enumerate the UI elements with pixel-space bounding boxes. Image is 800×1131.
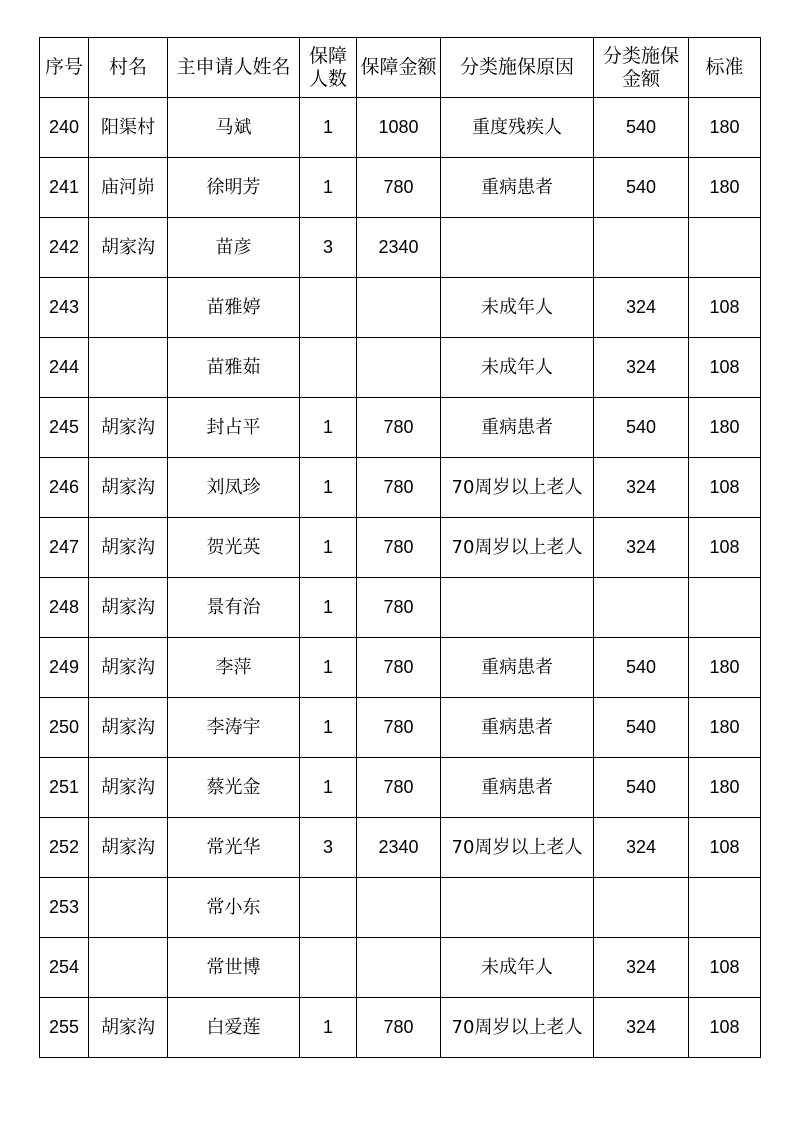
cell-applicant: 苗彦 [168,218,300,278]
cell-reason: 重病患者 [441,158,594,218]
cell-amount [357,278,441,338]
cell-reason: 重度残疾人 [441,98,594,158]
cell-class-amount: 540 [594,158,689,218]
cell-amount [357,878,441,938]
cell-reason: 重病患者 [441,758,594,818]
cell-persons: 3 [300,818,357,878]
cell-applicant: 李萍 [168,638,300,698]
cell-applicant: 常光华 [168,818,300,878]
cell-persons [300,278,357,338]
cell-reason [441,218,594,278]
cell-amount: 2340 [357,818,441,878]
cell-standard: 108 [689,458,761,518]
header-reason: 分类施保原因 [441,38,594,98]
cell-village: 胡家沟 [89,758,168,818]
header-row [40,38,761,98]
cell-amount: 780 [357,458,441,518]
cell-seq: 245 [40,398,89,458]
cell-persons: 1 [300,398,357,458]
cell-applicant: 苗雅茹 [168,338,300,398]
cell-seq: 246 [40,458,89,518]
cell-village: 胡家沟 [89,998,168,1058]
cell-persons: 3 [300,218,357,278]
cell-standard: 180 [689,98,761,158]
cell-applicant: 贺光英 [168,518,300,578]
cell-persons [300,878,357,938]
table-row [40,698,761,758]
cell-village: 胡家沟 [89,638,168,698]
table-row [40,878,761,938]
cell-standard: 180 [689,698,761,758]
cell-class-amount: 324 [594,458,689,518]
cell-village [89,938,168,998]
cell-standard: 108 [689,518,761,578]
cell-amount: 1080 [357,98,441,158]
cell-applicant: 封占平 [168,398,300,458]
cell-seq: 247 [40,518,89,578]
cell-reason: 重病患者 [441,638,594,698]
cell-amount: 780 [357,578,441,638]
cell-seq: 244 [40,338,89,398]
table-row [40,158,761,218]
cell-reason: 重病患者 [441,398,594,458]
cell-village: 庙河峁 [89,158,168,218]
table-row [40,998,761,1058]
cell-standard: 108 [689,818,761,878]
cell-reason: 未成年人 [441,338,594,398]
cell-standard: 180 [689,398,761,458]
cell-class-amount: 324 [594,278,689,338]
cell-applicant: 常小东 [168,878,300,938]
cell-seq: 255 [40,998,89,1058]
cell-village: 胡家沟 [89,818,168,878]
cell-seq: 242 [40,218,89,278]
cell-amount: 780 [357,638,441,698]
cell-village [89,338,168,398]
cell-reason [441,578,594,638]
cell-applicant: 苗雅婷 [168,278,300,338]
cell-village: 胡家沟 [89,398,168,458]
cell-village [89,878,168,938]
table-row [40,458,761,518]
cell-seq: 241 [40,158,89,218]
cell-applicant: 徐明芳 [168,158,300,218]
cell-seq: 249 [40,638,89,698]
cell-amount [357,938,441,998]
cell-standard [689,878,761,938]
header-standard: 标准 [689,38,761,98]
header-persons: 保障人数 [300,38,357,98]
cell-standard: 180 [689,638,761,698]
cell-standard [689,578,761,638]
table-row [40,218,761,278]
cell-reason: 未成年人 [441,278,594,338]
cell-class-amount: 324 [594,998,689,1058]
header-amount: 保障金额 [357,38,441,98]
header-seq: 序号 [40,38,89,98]
cell-standard: 108 [689,938,761,998]
cell-persons: 1 [300,998,357,1058]
cell-persons: 1 [300,578,357,638]
table-row [40,278,761,338]
cell-village [89,278,168,338]
cell-persons: 1 [300,458,357,518]
cell-persons: 1 [300,158,357,218]
cell-seq: 240 [40,98,89,158]
cell-applicant: 景有治 [168,578,300,638]
cell-reason: 重病患者 [441,698,594,758]
cell-applicant: 白爱莲 [168,998,300,1058]
cell-applicant: 刘凤珍 [168,458,300,518]
cell-amount: 780 [357,758,441,818]
cell-persons [300,338,357,398]
cell-persons: 1 [300,98,357,158]
cell-village: 胡家沟 [89,518,168,578]
cell-amount: 780 [357,158,441,218]
cell-village: 阳渠村 [89,98,168,158]
cell-applicant: 常世博 [168,938,300,998]
cell-class-amount [594,878,689,938]
cell-class-amount [594,578,689,638]
cell-amount: 2340 [357,218,441,278]
cell-standard: 180 [689,758,761,818]
cell-standard: 108 [689,998,761,1058]
cell-amount: 780 [357,998,441,1058]
cell-reason: 未成年人 [441,938,594,998]
cell-persons [300,938,357,998]
cell-reason: 70周岁以上老人 [441,518,594,578]
cell-class-amount: 540 [594,638,689,698]
cell-class-amount: 540 [594,698,689,758]
cell-applicant: 马斌 [168,98,300,158]
cell-class-amount: 540 [594,758,689,818]
cell-class-amount: 540 [594,398,689,458]
table-row [40,638,761,698]
table-body [40,98,761,1058]
table-row [40,938,761,998]
cell-class-amount: 324 [594,938,689,998]
cell-applicant: 李涛宇 [168,698,300,758]
table-row [40,518,761,578]
cell-village: 胡家沟 [89,578,168,638]
cell-seq: 251 [40,758,89,818]
cell-amount: 780 [357,518,441,578]
cell-seq: 243 [40,278,89,338]
cell-reason: 70周岁以上老人 [441,818,594,878]
table-row [40,338,761,398]
cell-seq: 253 [40,878,89,938]
cell-standard [689,218,761,278]
table-row [40,758,761,818]
cell-persons: 1 [300,758,357,818]
header-applicant: 主申请人姓名 [168,38,300,98]
cell-seq: 252 [40,818,89,878]
header-village: 村名 [89,38,168,98]
cell-class-amount: 324 [594,818,689,878]
cell-amount: 780 [357,398,441,458]
table-row [40,398,761,458]
cell-reason: 70周岁以上老人 [441,998,594,1058]
cell-standard: 108 [689,338,761,398]
table-row [40,98,761,158]
cell-class-amount: 540 [594,98,689,158]
cell-applicant: 蔡光金 [168,758,300,818]
cell-class-amount: 324 [594,518,689,578]
cell-seq: 254 [40,938,89,998]
cell-reason [441,878,594,938]
cell-persons: 1 [300,638,357,698]
assistance-table [39,37,761,1058]
cell-seq: 248 [40,578,89,638]
cell-persons: 1 [300,518,357,578]
cell-amount: 780 [357,698,441,758]
cell-village: 胡家沟 [89,458,168,518]
table-row [40,578,761,638]
cell-amount [357,338,441,398]
table-row [40,818,761,878]
cell-persons: 1 [300,698,357,758]
cell-standard: 180 [689,158,761,218]
cell-village: 胡家沟 [89,698,168,758]
cell-class-amount: 324 [594,338,689,398]
header-class-amount: 分类施保金额 [594,38,689,98]
cell-class-amount [594,218,689,278]
cell-village: 胡家沟 [89,218,168,278]
cell-seq: 250 [40,698,89,758]
cell-standard: 108 [689,278,761,338]
cell-reason: 70周岁以上老人 [441,458,594,518]
